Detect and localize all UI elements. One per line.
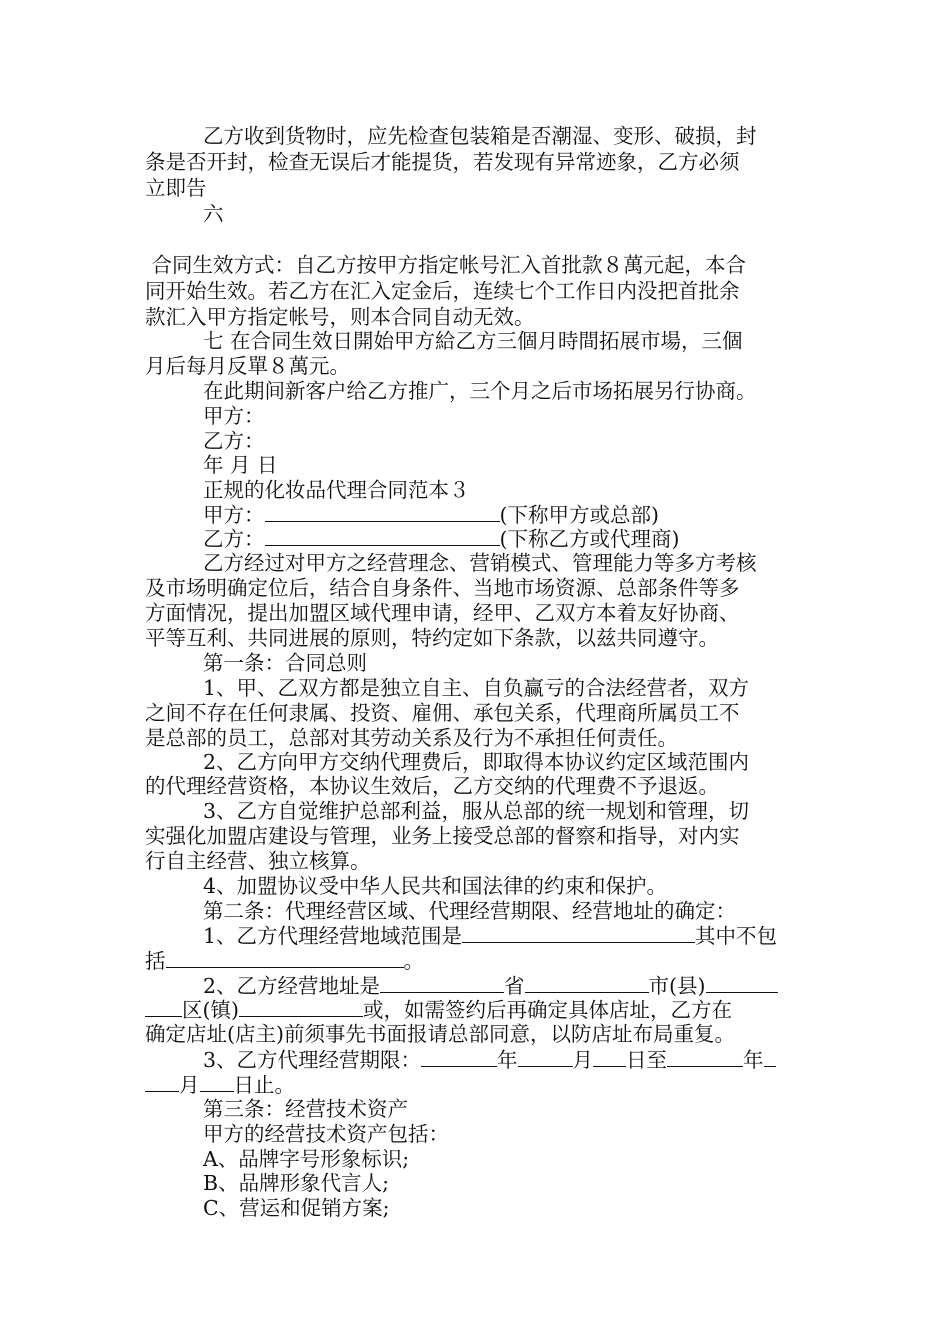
province-label: 省 <box>504 974 525 998</box>
text-line: 条是否开封，检查无误后才能提货，若发现有异常迹象，乙方必须 <box>145 150 740 174</box>
address-label: 2、乙方经营地址是 <box>203 974 381 998</box>
text-line: 行自主经营、独立核算。 <box>145 849 371 873</box>
province-blank <box>380 972 504 993</box>
signature-party-b: 乙方： <box>203 429 265 453</box>
end-year-label: 年 <box>743 1048 764 1072</box>
article-heading: 第三条：经营技术资产 <box>203 1097 408 1121</box>
text-line: 甲方的经营技术资产包括： <box>203 1122 449 1146</box>
text-line: 2、乙方向甲方交纳代理费后，即取得本协议约定区域范围内 <box>203 750 750 774</box>
text-line: 是总部的员工，总部对其劳动关系及行为不承担任何责任。 <box>145 726 678 750</box>
text-line: 款汇入甲方指定帐号，则本合同自动无效。 <box>145 305 535 329</box>
text-line: 4、加盟协议受中华人民共和国法律的约束和保护。 <box>203 874 668 898</box>
region-exclude-label: 其中不包 <box>695 924 778 948</box>
party-b-blank <box>265 525 500 546</box>
end-month-label: 月 <box>179 1073 200 1097</box>
text-line: 的代理经营资格，本协议生效后，乙方交纳的代理费不予退返。 <box>145 774 719 798</box>
text-line: 确定店址(店主)前须事先书面报请总部同意，以防店址布局重复。 <box>145 1022 735 1046</box>
term-line <box>203 1046 776 1073</box>
end-day-blank <box>200 1071 234 1092</box>
end-month-blank-end <box>145 1071 179 1092</box>
contract-title: 正规的化妆品代理合同范本３ <box>203 478 470 502</box>
address-note: 或，如需签约后再确定具体店址，乙方在 <box>363 998 732 1022</box>
list-item: A、品牌字号形象标识; <box>203 1147 410 1171</box>
term-line-2 <box>145 1071 295 1098</box>
exclude-label: 括 <box>145 949 166 973</box>
district-label: 区(镇) <box>182 998 239 1022</box>
exclude-blank <box>166 947 404 968</box>
text-line: 实强化加盟店建设与管理，业务上接受总部的督察和指导，对内实 <box>145 824 740 848</box>
address-line-2 <box>145 996 732 1023</box>
text-line: 平等互利、共同进展的原则，特约定如下条款，以兹共同遵守。 <box>145 626 719 650</box>
text-line: 月后每月反單８萬元。 <box>145 354 350 378</box>
end-year-blank <box>667 1046 743 1067</box>
text-line: 七 在合同生效日開始甲方給乙方三個月時間拓展市場，三個 <box>203 329 743 353</box>
end-day-label: 日止。 <box>233 1073 295 1097</box>
text-line: 方面情况，提出加盟区域代理申请，经甲、乙双方本着友好协商、 <box>145 601 740 625</box>
text-line: 立即告 <box>145 176 207 200</box>
exclude-line <box>145 947 424 974</box>
list-item: B、品牌形象代言人; <box>203 1171 389 1195</box>
section-number: 六 <box>203 202 224 226</box>
party-b-note: (下称乙方或代理商) <box>499 527 680 551</box>
start-month-label: 月 <box>572 1048 594 1072</box>
address-line <box>203 972 778 999</box>
text-line: 合同生效方式：自乙方按甲方指定帐号汇入首批款８萬元起，本合 <box>145 253 747 277</box>
start-month-blank <box>518 1046 573 1067</box>
text-line: 乙方收到货物时，应先检查包装箱是否潮湿、变形、破损，封 <box>203 124 757 148</box>
region-blank <box>462 922 695 943</box>
region-line <box>203 922 777 949</box>
text-line: 在此期间新客户给乙方推广，三个月之后市场拓展另行协商。 <box>203 379 757 403</box>
text-line: 之间不存在任何隶属、投资、雇佣、承包关系，代理商所属员工不 <box>145 701 740 725</box>
district-blank-end <box>145 996 182 1017</box>
region-label: 1、乙方代理经营地域范围是 <box>203 924 463 948</box>
start-year-blank <box>421 1046 497 1067</box>
party-a-label: 甲方： <box>203 503 265 527</box>
end-month-blank-start <box>764 1046 776 1067</box>
party-b-line <box>203 525 680 552</box>
term-label: 3、乙方代理经营期限： <box>203 1048 422 1072</box>
district-blank <box>239 996 363 1017</box>
list-item: C、营运和促销方案; <box>203 1196 390 1220</box>
party-b-label: 乙方： <box>203 527 265 551</box>
city-blank <box>525 972 649 993</box>
start-year-label: 年 <box>497 1048 518 1072</box>
party-a-blank <box>265 501 500 522</box>
district-blank-start <box>706 972 778 993</box>
party-a-line <box>203 501 659 528</box>
start-day-label: 日至 <box>626 1048 668 1072</box>
text-line: 1、甲、乙双方都是独立自主、自负赢亏的合法经营者，双方 <box>203 676 750 700</box>
text-line: 乙方经过对甲方之经营理念、营销模式、管理能力等多方考核 <box>203 551 757 575</box>
text-line: 及市场明确定位后，结合自身条件、当地市场资源、总部条件等多 <box>145 576 740 600</box>
exclude-end: 。 <box>403 949 424 973</box>
text-line: 3、乙方自觉维护总部利益，服从总部的统一规划和管理，切 <box>203 799 750 823</box>
start-day-blank <box>593 1046 626 1067</box>
signature-date: 年 月 日 <box>203 453 278 477</box>
article-heading: 第一条：合同总则 <box>203 651 367 675</box>
signature-party-a: 甲方： <box>203 404 265 428</box>
party-a-note: (下称甲方或总部) <box>499 503 659 527</box>
text-line: 同开始生效。若乙方在汇入定金后，连续七个工作日内没把首批余 <box>145 279 740 303</box>
city-label: 市(县) <box>648 974 706 998</box>
article-heading: 第二条：代理经营区域、代理经营期限、经营地址的确定： <box>203 899 736 923</box>
